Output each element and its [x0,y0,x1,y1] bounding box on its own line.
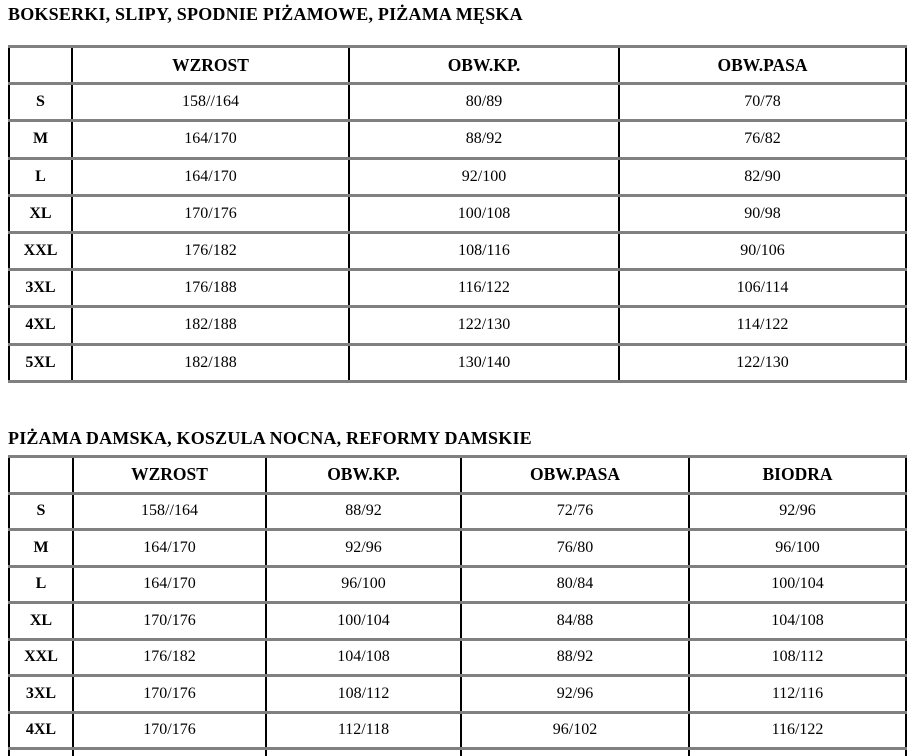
table-row [9,121,906,158]
size-label: 4XL [9,712,73,749]
size-value: 84/88 [461,603,689,640]
table-row [9,639,906,676]
size-value: 116/122 [349,270,619,307]
size-label: 5XL [9,344,72,381]
size-label: L [9,566,73,603]
size-value: 92/96 [689,493,906,530]
size-column-header [9,457,73,494]
header-row [9,47,906,84]
size-value: 88/92 [266,493,461,530]
empty-cell [9,749,73,756]
size-label: M [9,121,72,158]
size-value: 104/108 [689,603,906,640]
column-header: BIODRA [689,457,906,494]
size-value: 112/116 [689,676,906,713]
column-header: OBW.PASA [461,457,689,494]
size-value: 108/112 [266,676,461,713]
size-value: 90/106 [619,232,906,269]
size-value: 106/114 [619,270,906,307]
size-label: XXL [9,232,72,269]
size-label: M [9,530,73,567]
table-row [9,493,906,530]
size-value: 108/116 [349,232,619,269]
size-value: 92/96 [461,676,689,713]
size-value: 164/170 [72,121,349,158]
size-value: 164/170 [73,530,266,567]
size-value: 82/90 [619,158,906,195]
size-value: 80/84 [461,566,689,603]
size-value: 88/92 [461,639,689,676]
size-value: 104/108 [266,639,461,676]
size-value: 182/188 [72,344,349,381]
size-value: 116/122 [689,712,906,749]
size-value: 114/122 [619,307,906,344]
size-value: 90/98 [619,195,906,232]
mens-size-table [8,45,907,383]
size-value: 96/100 [266,566,461,603]
size-value: 158//164 [73,493,266,530]
column-header: WZROST [73,457,266,494]
table-row [9,307,906,344]
header-row [9,457,906,494]
size-label: S [9,493,73,530]
size-value: 112/118 [266,712,461,749]
size-value: 182/188 [72,307,349,344]
size-value: 92/100 [349,158,619,195]
size-label: XL [9,603,73,640]
mens-table-title: BOKSERKI, SLIPY, SPODNIE PIŻAMOWE, PIŻAMA MĘSKA [8,4,523,24]
size-value: 100/108 [349,195,619,232]
partial-clipped-row [9,749,906,756]
size-value: 164/170 [73,566,266,603]
size-value: 158//164 [72,84,349,121]
size-label: 3XL [9,676,73,713]
size-label: 3XL [9,270,72,307]
empty-cell [689,749,906,756]
size-value: 130/140 [349,344,619,381]
size-label: XL [9,195,72,232]
size-label: L [9,158,72,195]
womens-table-title: PIŻAMA DAMSKA, KOSZULA NOCNA, REFORMY DAMSKIE [8,428,532,448]
size-value: 108/112 [689,639,906,676]
size-value: 176/182 [73,639,266,676]
womens-size-table [8,455,907,756]
empty-cell [461,749,689,756]
size-value: 100/104 [266,603,461,640]
size-value: 92/96 [266,530,461,567]
size-value: 170/176 [72,195,349,232]
size-value: 170/176 [73,712,266,749]
size-value: 96/100 [689,530,906,567]
table-row [9,344,906,381]
table-row [9,566,906,603]
table-row [9,158,906,195]
size-value: 80/89 [349,84,619,121]
size-value: 176/182 [72,232,349,269]
column-header: OBW.KP. [349,47,619,84]
size-value: 70/78 [619,84,906,121]
table-row [9,676,906,713]
table-row [9,270,906,307]
column-header: OBW.KP. [266,457,461,494]
size-value: 100/104 [689,566,906,603]
size-value: 76/82 [619,121,906,158]
table-row [9,195,906,232]
size-value: 72/76 [461,493,689,530]
size-value: 122/130 [619,344,906,381]
size-label: S [9,84,72,121]
table-row [9,232,906,269]
size-value: 170/176 [73,676,266,713]
table-row [9,712,906,749]
empty-cell [266,749,461,756]
size-value: 176/188 [72,270,349,307]
size-value: 122/130 [349,307,619,344]
size-value: 96/102 [461,712,689,749]
size-column-header [9,47,72,84]
table-row [9,84,906,121]
size-value: 76/80 [461,530,689,567]
size-value: 170/176 [73,603,266,640]
column-header: WZROST [72,47,349,84]
size-label: 4XL [9,307,72,344]
size-value: 164/170 [72,158,349,195]
empty-cell [73,749,266,756]
size-label: XXL [9,639,73,676]
table-row [9,603,906,640]
size-value: 88/92 [349,121,619,158]
column-header: OBW.PASA [619,47,906,84]
table-row [9,530,906,567]
